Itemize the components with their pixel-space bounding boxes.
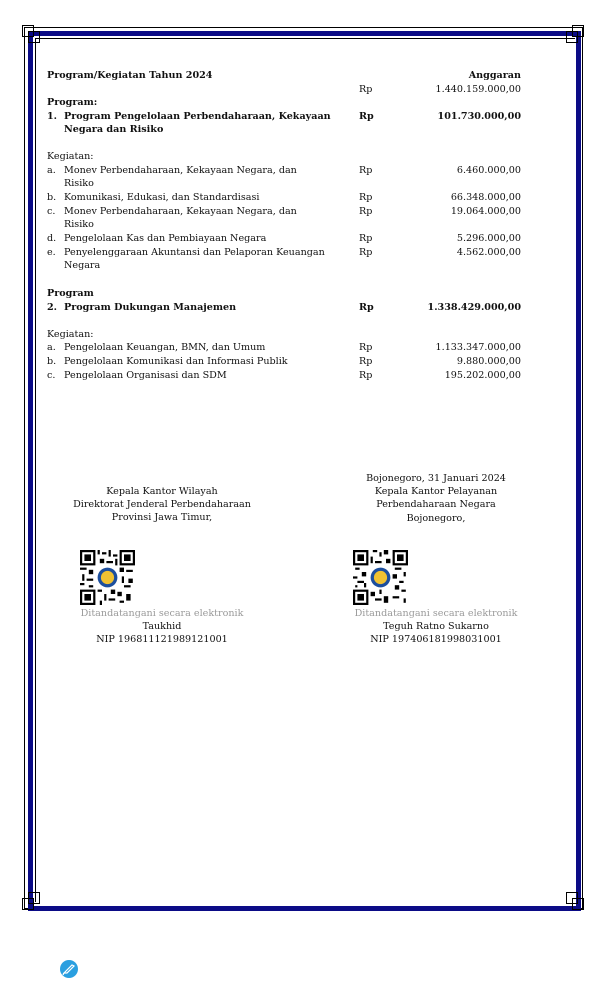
item-letter: a. <box>47 165 56 176</box>
item-text-line1: Monev Perbendaharaan, Kekayaan Negara, dan <box>64 206 297 217</box>
item-amount: 66.348.000,00 <box>450 192 521 203</box>
item-amount: 6.460.000,00 <box>456 165 521 176</box>
signature-left-block <box>62 607 262 647</box>
qr-code-right <box>353 550 408 605</box>
item-letter: a. <box>47 342 56 353</box>
program-2-amount: 1.338.429.000,00 <box>427 302 521 313</box>
signature-left-line1: Kepala Kantor Wilayah <box>106 486 218 497</box>
total-amount: 1.440.159.000,00 <box>435 84 521 95</box>
item-letter: b. <box>47 356 57 367</box>
program-1-row <box>47 110 527 138</box>
item-text-line1: Pengelolaan Organisasi dan SDM <box>64 370 227 381</box>
signature-left-title <box>62 485 262 525</box>
item-amount: 195.202.000,00 <box>444 370 521 381</box>
program-1-amount: 101.730.000,00 <box>437 111 521 122</box>
item-letter: c. <box>47 206 56 217</box>
signature-right-block <box>336 607 536 647</box>
item-amount: 19.064.000,00 <box>450 206 521 217</box>
signature-left-line3: Provinsi Jawa Timur, <box>111 512 213 524</box>
item-letter: d. <box>47 233 57 244</box>
qr-code-left <box>80 550 135 605</box>
item-text-line2: Negara <box>64 260 101 271</box>
signature-right-line1: Kepala Kantor Pelayanan <box>374 486 498 498</box>
signature-right-line3: Bojonegoro, <box>406 512 466 524</box>
item-amount: 5.296.000,00 <box>456 233 521 244</box>
section2-kegiatan-label: Kegiatan: <box>47 329 94 340</box>
item-text-line2: Risiko <box>64 178 94 189</box>
item-currency: Rp <box>359 165 373 176</box>
item-currency: Rp <box>359 356 373 367</box>
item-currency: Rp <box>359 247 373 258</box>
signature-right-nip: NIP 197406181998031001 <box>370 634 502 646</box>
signature-left-esign-note: Ditandatangani secara elektronik <box>80 608 244 619</box>
signature-left-nip: NIP 196811121989121001 <box>96 634 228 646</box>
signature-right-name: Teguh Ratno Sukarno <box>383 621 489 633</box>
anggaran-column-label: Anggaran <box>468 70 521 81</box>
total-currency: Rp <box>359 84 373 95</box>
item-currency: Rp <box>359 206 373 217</box>
item-currency: Rp <box>359 233 373 244</box>
item-text-line2: Risiko <box>64 219 94 230</box>
signature-left-line2: Direktorat Jenderal Perbendaharaan <box>73 499 251 511</box>
item-currency: Rp <box>359 342 373 353</box>
program-2-number: 2. <box>47 302 58 313</box>
item-amount: 1.133.347.000,00 <box>435 342 521 353</box>
signature-right-title <box>336 472 536 525</box>
program-1-name-line1: Program Pengelolaan Perbendaharaan, Kekayaan <box>64 111 331 122</box>
item-text-line1: Pengelolaan Keuangan, BMN, dan Umum <box>64 342 266 353</box>
signature-right-line2: Perbendaharaan Negara <box>376 499 496 511</box>
item-text-line1: Komunikasi, Edukasi, dan Standardisasi <box>64 192 260 203</box>
signature-right-date: Bojonegoro, 31 Januari 2024 <box>366 473 506 484</box>
item-text-line1: Penyelenggaraan Akuntansi dan Pelaporan Keuangan <box>64 247 325 258</box>
item-currency: Rp <box>359 370 373 381</box>
program-1-name-line2: Negara dan Risiko <box>64 124 164 135</box>
section1-heading: Program: <box>47 97 98 108</box>
item-amount: 9.880.000,00 <box>456 356 521 367</box>
item-text-line1: Pengelolaan Komunikasi dan Informasi Publik <box>64 356 288 367</box>
item-letter: b. <box>47 192 57 203</box>
item-currency: Rp <box>359 192 373 203</box>
item-text-line1: Pengelolaan Kas dan Pembiayaan Negara <box>64 233 267 244</box>
item-letter: e. <box>47 247 56 258</box>
feather-pen-icon[interactable] <box>60 960 78 978</box>
program-2-currency: Rp <box>359 302 374 313</box>
program-1-number: 1. <box>47 111 58 122</box>
section1-kegiatan-label: Kegiatan: <box>47 151 94 162</box>
program-2-name: Program Dukungan Manajemen <box>64 302 237 313</box>
document-title: Program/Kegiatan Tahun 2024 <box>47 70 213 81</box>
item-text-line1: Monev Perbendaharaan, Kekayaan Negara, dan <box>64 165 297 176</box>
item-letter: c. <box>47 370 56 381</box>
program-1-currency: Rp <box>359 111 374 122</box>
signature-right-esign-note: Ditandatangani secara elektronik <box>354 608 518 619</box>
item-amount: 4.562.000,00 <box>456 247 521 258</box>
section2-heading: Program <box>47 288 94 299</box>
signature-left-name: Taukhid <box>142 621 182 633</box>
